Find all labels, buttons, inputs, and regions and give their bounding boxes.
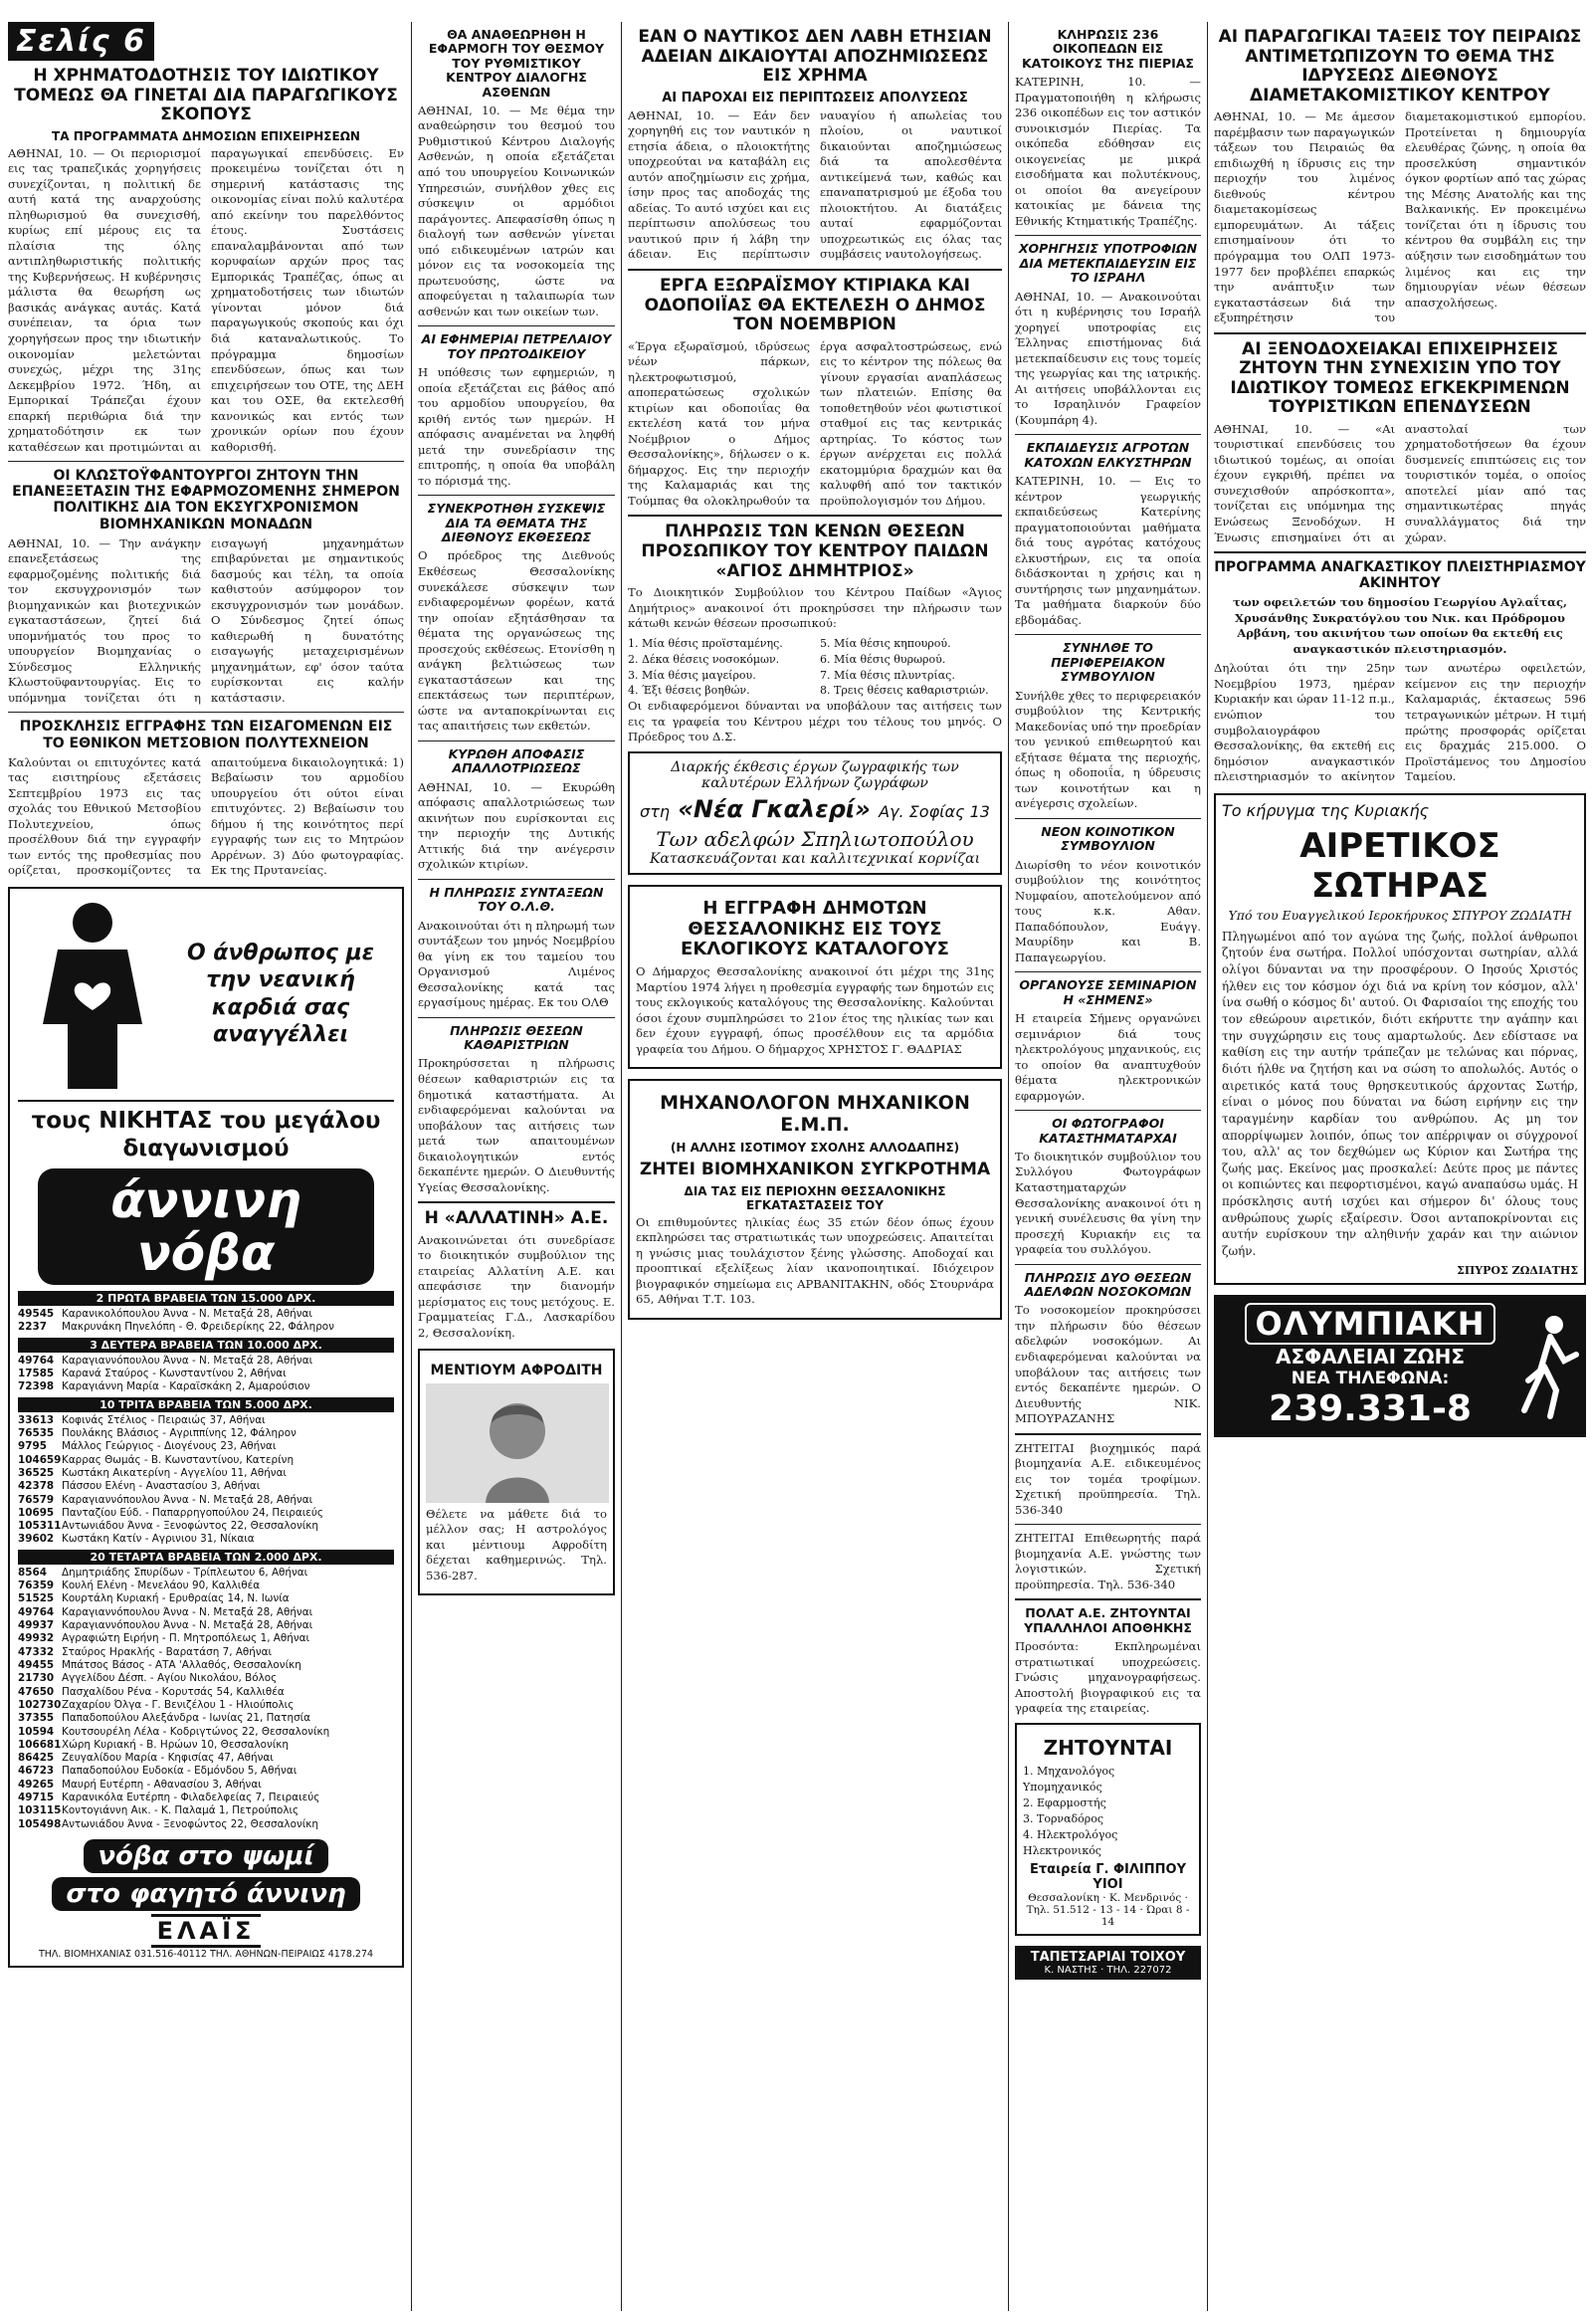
winner-row [18,1520,394,1533]
column-4 [1015,22,1201,1980]
winner-row [18,1427,394,1440]
ad-company: Εταιρεία Γ. ΦΙΛΙΠΠΟΥ ΥΙΟΙ [1030,1862,1186,1893]
sermon-title: ΑΙΡΕΤΙΚΟΣ ΣΩΤΗΡΑΣ [1299,825,1500,906]
winner-name: Παπαδοπούλου Ευδοκία - Εδμόνδου 5, Αθήναι [62,1765,298,1778]
headline-expropriation: ΚΥΡΩΘΗ ΑΠΟΦΑΣΙΣ ΑΠΑΛΛΟΤΡΙΩΣΕΩΣ [448,745,585,776]
winner-row [18,1646,394,1659]
headline-nurses: ΠΛΗΡΩΣΙΣ ΔΥΟ ΘΕΣΕΩΝ ΑΔΕΛΦΩΝ ΝΟΣΟΚΟΜΩΝ [1024,1269,1192,1300]
winner-row [18,1779,394,1792]
headline-sailors-leave: ΕΑΝ Ο ΝΑΥΤΙΚΟΣ ΔΕΝ ΛΑΒΗ ΕΤΗΣΙΑΝ ΑΔΕΙΑΝ ΔΙΚΑΙΟΥΤΑΙ ΑΠΟΖΗΜΙΩΣΕΩΣ ΕΙΣ ΧΡΗΜΑ [638,27,992,87]
ad-title: ΖΗΤΟΥΝΤΑΙ [1043,1735,1173,1760]
winner-row [18,1480,394,1493]
headline-voter-registration: Η ΕΓΓΡΑΦΗ ΔΗΜΟΤΩΝ ΘΕΣΣΑΛΟΝΙΚΗΣ ΕΙΣ ΤΟΥΣ ΕΚΛΟΓΙΚΟΥΣ ΚΑΤΑΛΟΓΟΥΣ [681,898,949,960]
article-body: Ανακοινώνεται ότι συνεδρίασε το διοικητικόν συμβούλιον της εταιρείας Αλλατίνη Α.Ε. και απεφάσισε την διανομήν μερίσματος εις τους μετόχους. Ε. Γραμματείας Γ.Δ., Λασκαρίδου 2, Θεσσαλονίκη. [418,1232,615,1340]
article-body: Το νοσοκομείον προκηρύσσει την πλήρωσιν δύο θέσεων αδελφών νοσοκόμων. Αι ενδιαφερόμεναι καλούνται να υποβάλουν τας αιτήσεις των εντός δεκαπέντε ημερών. Ο Διευθυντής ΝΙΚ. ΜΠΟΥΡΑΖΑΝΗΣ [1015,1303,1201,1426]
winner-number: 103115 [18,1804,62,1817]
column-5 [1214,22,1586,1437]
winner-row [18,1355,394,1368]
article-body: ΑΘΗΝΑΙ, 10. — Οι περιορισμοί εις τας τραπεζικάς χορηγήσεις συνεχίζονται, η πολιτική δε αυτή κατά της αναρχούσης πληθωρισμού θα συνεχισθή, κυρίως επί μέρους εις τα πλαίσια της όλης αντιπληθωριστικής πολιτικής της Κυβερνήσεως. Η κυβέρνησις μάλιστα θα θεωρήση ως βασικάς ανάγκας αυτάς. Κατά συνέπειαν, τα όρια των χορηγήσεων προς την ιδιωτικήν οικονομίαν μελετώνται συνεχώς, μέχρι της 31ης Δεκεμβρίου 1972. Ήδη, αι Εμπορικαί Τράπεζαι έχουν επαρκή περιθώρια διά την χρηματοδότησιν εκ των καταθέσεων και προτιμώνται αι παραγωγικαί επενδύσεις. Εν προκειμένω τονίζεται ότι η σημερινή κατάστασις της οικονομίας είναι πολύ καλυτέρα από εκείνην του παρελθόντος έτους. Συστάσεις επαναλαμβάνονται από των κορυφαίων αρχών προς τας Εμπορικάς Τραπέζας, όπως αι χρηματοδοτήσεις των ιδιωτών γίνονται μόνον διά παραγωγικούς σκοπούς και όχι διά καταναλωτικούς. Το πρόγραμμα δημοσίων επενδύσεων, όπως και των επιχειρήσεων του ΟΤΕ, της ΔΕΗ και του ΟΣΕ, θα εκτελεσθή κανονικώς και εντός των χρονικών ορίων που έχουν καθορισθή. [8,145,404,454]
column-3 [628,22,1002,1320]
winner-number: 10594 [18,1725,55,1738]
winner-number: 42378 [18,1480,55,1493]
gallery-owner: Των αδελφών Σπηλιωτοπούλου [656,827,974,852]
article-body: ΑΘΗΝΑΙ, 10. — Την ανάγκην επανεξετάσεως της εφαρμοζομένης πολιτικής διά τον εκσυγχρονισμόν των βιομηχανικών και βιοτεχνικών εγκαταστάσεων, ζητεί διά υπομνήματός του προς το υπουργείον Βιομηχανίας ο Σύνδεσμος Ελληνικής Κλωστοϋφαντουργίας. Εις το υπόμνημα τονίζεται ότι η εισαγωγή μηχανημάτων επιβαρύνεται με σημαντικούς δασμούς και τέλη, τα οποία καθιστούν ασύμφορον τον εκσυγχρονισμόν των μονάδων. Ο Σύνδεσμος ζητεί όπως καθιερωθή η δυνατότης εισαγωγής μεταχειρισμένων μηχανημάτων, εφ' όσον ταύτα ευρίσκονται εις καλήν κατάστασιν. [8,535,404,705]
classified-inspector: ΖΗΤΕΙΤΑΙ Επιθεωρητής παρά βιομηχανία Α.Ε. γνώστης των λογιστικών. Σχετική προϋπηρεσία. Τηλ. 536-340 [1015,1531,1201,1591]
winner-row [18,1308,394,1321]
column-2 [418,22,615,1595]
headline-childrens-center: ΠΛΗΡΩΣΙΣ ΤΩΝ ΚΕΝΩΝ ΘΕΣΕΩΝ ΠΡΟΣΩΠΙΚΟΥ ΤΟΥ ΚΕΝΤΡΟΥ ΠΑΙΔΩΝ «ΑΓΙΟΣ ΔΗΜΗΤΡΙΟΣ» [641,522,989,581]
article-body: ΑΘΗΝΑΙ, 10. — Ανακοινούται ότι η κυβέρνησις του Ισραήλ χορηγεί υποτροφίας εις Έλληνας επιστήμονας διά μετεκπαίδευσιν εις τους τομείς της γεωργίας και της ιατρικής. Αι αιτήσεις υποβάλλονται εις το Ισραηλινόν Γραφείον (Κουμπάρη 4). [1015,289,1201,427]
winner-name: Καραγιαννόπουλου Άννα - Ν. Μεταξά 28, Αθήναι [62,1605,313,1618]
vacancy-item: 7. Μία θέσις πλυντρίας. [820,668,955,682]
winner-number: 86425 [18,1752,55,1765]
ad-title: ΜΕΝΤΙΟΥΜ ΑΦΡΟΔΙΤΗ [430,1363,603,1379]
page-number-masthead: Σελίς 6 [8,22,154,61]
heart-ad-text: Ο άνθρωπος με την νεανική καρδιά σας αναγγέλλει [186,940,375,1048]
ad-company: ΖΗΤΕΙ ΒΙΟΜΗΧΑΝΙΚΟΝ ΣΥΓΚΡΟΤΗΜΑ [639,1159,991,1179]
winner-row [18,1533,394,1546]
article-body: ΑΘΗΝΑΙ, 10. — Με θέμα την αναθεώρησιν του θεσμού του Ρυθμιστικού Κέντρου Διαλογής Ασθενών, η οποία εξετάζεται από του υπουργείου Κοινωνικών Υπηρεσιών, συνήλθον χθες εις σύσκεψιν οι αρμόδιοι παράγοντες. Απεφασίσθη όπως η διαλογή των ασθενών γίνεται υπό ειδικευμένων ιατρών και μόνον εις τα νοσοκομεία της πρωτευούσης, ώστε να αποφεύγεται η ταλαιπωρία των ασθενών και των οικείων των. [418,103,615,318]
winner-name: Καραγιαννόπουλου Άννα - Ν. Μεταξά 28, Αθήναι [62,1354,313,1367]
ad-body: Θέλετε να μάθετε διά το μέλλον σας; Η αστρολόγος και μέντιουμ Αφροδίτη δέχεται καθημερινώς. Τηλ. 536-287. [426,1506,607,1583]
ad-subtitle: (Η ΑΛΛΗΣ ΙΣΟΤΙΜΟΥ ΣΧΟΛΗΣ ΑΛΛΟΔΑΠΗΣ) [670,1140,960,1155]
winner-name: Ζευγαλίδου Μαρία - Κηφισίας 47, Αθήναι [62,1752,274,1765]
headline-allatini: Η «ΑΛΛΑΤΙΝΗ» Α.Ε. [424,1208,609,1229]
winners-list-second [18,1355,394,1394]
winner-row [18,1567,394,1580]
ad-body: Οι επιθυμούντες ηλικίας έως 35 ετών δέον όπως έχουν εκπληρώσει τας στρατιωτικάς των υποχρεώσεις. Απαιτείται η γνώσις μιας τουλάχιστον ξένης γλώσσης. Αποδοχαί και προοπτικαί εξελίξεως λίαν ικανοποιητικαί. Ιδιόχειρον βιογραφικόν σημείωμα εις ΑΡΒΑΝΙΤΑΚΗΝ, οδός Στουρνάρα 65, Αθήναι Τ.Τ. 103. [636,1214,994,1307]
olympiaki-subtitle: ΑΣΦΑΛΕΙΑΙ ΖΩΗΣ [1276,1344,1465,1369]
gallery-address: Αγ. Σοφίας 13 [879,802,990,822]
gallery-prefix: στη [640,802,670,822]
winner-number: 46723 [18,1765,55,1778]
column-rule [1207,22,1208,2311]
headline-pensions: Η ΠΛΗΡΩΣΙΣ ΣΥΝΤΑΞΕΩΝ ΤΟΥ Ο.Λ.Θ. [429,884,604,915]
winner-row [18,1454,394,1467]
winner-number: 21730 [18,1672,55,1685]
winner-number: 47332 [18,1645,55,1658]
article-body: Το Διοικητικόν Συμβούλιον του Κέντρου Παίδων «Άγιος Δημήτριος» ανακοινοί ότι προκηρύσσει την πλήρωσιν των κάτωθι κενών θέσεων προσωπικού: [628,585,1002,631]
article-body: Οι ενδιαφερόμενοι δύνανται να υποβάλουν τας αιτήσεις των εις τα γραφεία του Κέντρου μέχρι του τέλους του μηνός. Ο Πρόεδρος του Δ.Σ. [628,699,1002,744]
prize-band-fourth: 20 ΤΕΤΑΡΤΑ ΒΡΑΒΕΙΑ ΤΩΝ 2.000 ΔΡΧ. [18,1550,394,1565]
winner-number: 105311 [18,1520,62,1533]
nea-gallery-ad [628,751,1002,875]
elais-logo: ΕΛΑΪΣ [151,1914,262,1948]
winner-name: Καρανικόλα Ευτέρπη - Φιλαδελφείας 7, Πειραιεύς [62,1792,320,1804]
article-body: ΑΘΗΝΑΙ, 10. — Εάν δεν χορηγηθή εις τον ναυτικόν η ετησία άδεια, ο πλοιοκτήτης υποχρεούται να καταβάλη εις αυτόν αποζημίωσιν εις χρήμα, ίσην προς τας αποδοχάς της αδείας. Το αυτό ισχύει και εις περίπτωσιν απολύσεως του ναυτικού πριν ή λάβη την άδειαν. Εις περίπτωσιν ναυαγίου ή απωλείας του πλοίου, οι ναυτικοί δικαιούνται αποζημιώσεως διά τα απολεσθέντα αντικείμενά των, καθώς και επαναπατρισμού με έξοδα του πλοιοκτήτου. Αι διατάξεις αυταί εφαρμόζονται υποχρεωτικώς εις όλας τας συμβάσεις ναυτολογήσεως. [628,107,1002,262]
winner-name: Πασχαλίδου Ρένα - Κορυτσάς 54, Καλλιθέα [62,1685,285,1698]
gallery-frames: Κατασκευάζονται και καλλιτεχνικαί κορνίζαι [649,851,981,868]
winner-name: Κουλή Ελένη - Μενελάου 90, Καλλιθέα [62,1580,261,1592]
winner-number: 49455 [18,1658,55,1671]
column-rule [411,22,412,2311]
winner-number: 39602 [18,1533,55,1546]
subheadline-dismissals: ΑΙ ΠΑΡΟΧΑΙ ΕΙΣ ΠΕΡΙΠΤΩΣΕΙΣ ΑΠΟΛΥΣΕΩΣ [662,90,968,106]
classified-polat-title: ΠΟΛΑΤ Α.Ε. ΖΗΤΟΥΝΤΑΙ ΥΠΑΛΛΗΛΟΙ ΑΠΟΘΗΚΗΣ [1024,1605,1192,1635]
headline-hotel-investments: ΑΙ ΞΕΝΟΔΟΧΕΙΑΚΑΙ ΕΠΙΧΕΙΡΗΣΕΙΣ ΖΗΤΟΥΝ ΤΗΝ ΣΥΝΕΧΙΣΙΝ ΥΠΟ ΤΟΥ ΙΔΙΩΤΙΚΟΥ ΤΟΜΕΩΣ ΕΓΚΕΚΡΙΜΕΝΩΝ ΤΟΥΡΙΣΤΙΚΩΝ ΕΠΕΝΔΥΣΕΩΝ [1230,338,1570,418]
winner-name: Κοντογιάννη Αικ. - Κ. Παλαμά 1, Πετρούπολις [62,1804,299,1817]
winner-row [18,1414,394,1427]
winner-number: 49764 [18,1354,55,1367]
winner-row [18,1804,394,1817]
winner-row [18,1752,394,1765]
winners-list-third [18,1414,394,1547]
anni-nova-advertisement [8,887,404,1968]
job-item: 4. Ηλεκτρολόγος Ηλεκτρονικός [1023,1827,1118,1857]
winner-row [18,1321,394,1334]
vacancy-item: 3. Μία θέσις μαγείρου. [628,668,756,682]
headline-patient-triage: ΘΑ ΑΝΑΘΕΩΡΗΘΗ Η ΕΦΑΡΜΟΓΗ ΤΟΥ ΘΕΣΜΟΥ ΤΟΥ ΡΥΘΜΙΣΤΙΚΟΥ ΚΕΝΤΡΟΥ ΔΙΑΛΟΓΗΣ ΑΣΘΕΝΩΝ [428,27,605,100]
article-body: Δηλούται ότι την 25ην Νοεμβρίου 1973, ημέραν Κυριακήν και ώραν 11-12 π.μ., ενώπιον του συμβολαιογράφου Θεσσαλονίκης, θα εκτεθή εις δημόσιον αναγκαστικόν πλειστηριασμόν το ακίνητον των ανωτέρω οφειλετών, κείμενον εις την περιοχήν Καλαμαριάς, έκτασεως 596 τετραγωνικών μέτρων. Η τιμή πρώτης προσφοράς ορίζεται εις δραχμάς 215.000. Ο Προϊστάμενος του Δημοσίου Ταμείου. [1214,661,1586,784]
winner-number: 33613 [18,1413,55,1426]
winner-row [18,1659,394,1672]
winner-name: Πανταζίου Εύδ. - Παπαρρηγοπούλου 24, Πειραιεύς [62,1506,323,1519]
article-body: Ο πρόεδρος της Διεθνούς Εκθέσεως Θεσσαλονίκης συνεκάλεσε σύσκεψιν των ενδιαφερομένων φορέων, κατά την οποίαν εξητάσθησαν τα θέματα της οργανώσεως της προσεχούς εκθέσεως. Ετονίσθη η ανάγκη βελτιώσεως των εγκαταστάσεων και της επεκτάσεως των περιπτέρων, ώστε να ανταποκρίνωνται εις τας απαιτήσεις των εκθετών. [418,548,615,734]
article-body: Η υπόθεσις των εφημεριών, η οποία εξετάζεται εις βάθος από του αρμοδίου υπουργείου, θα κριθή εντός των ημερών. Η απόφασις αναμένεται να ληφθή μετά την συνεδρίασιν της επιτροπής, η οποία θα υποβάλη το πόρισμά της. [418,365,615,488]
winner-name: Πουλάκης Βλάσιος - Αγριππίνης 12, Φάληρον [62,1426,297,1439]
headline-siemens-seminar: ΟΡΓΑΝΟΥΣΕ ΣΕΜΙΝΑΡΙΟΝ Η «ΣΗΜΕΝΣ» [1019,977,1197,1007]
voter-registration-notice [628,885,1002,1069]
auction-subtitle: των οφειλετών του δημοσίου Γεωργίου Αγλαΐτας, Χρυσάνθης Συκρατόγλου του Νικ. και Πρόδρομου Αρβάνη, του ακινήτου των οποίων θα εκτεθή εις αναγκαστικόν πλειστηριασμόν. [1232,595,1568,656]
column-1 [8,22,404,1968]
ad-location: ΔΙΑ ΤΑΣ ΕΙΣ ΠΕΡΙΟΧΗΝ ΘΕΣΣΑΛΟΝΙΚΗΣ ΕΓΚΑΤΑΣΤΑΣΕΙΣ ΤΟΥ [684,1183,946,1212]
wallpaper-address: Κ. ΝΑΣΤΗΣ · ΤΗΛ. 227072 [1044,1965,1172,1977]
article-body: ΑΘΗΝΑΙ, 10. — Με άμεσον παρέμβασιν των παραγωγικών τάξεων του Πειραιώς θα επιδιωχθή η ίδρυσις εις την περιοχήν του λιμένος διεθνούς κέντρου διαμετακομίσεως εμπορευμάτων. Αι τάξεις επισημαίνουν ότι το πρόγραμμα του ΟΛΠ 1973-1977 δεν προβλέπει επαρκώς την ανάπτυξιν των εγκαταστάσεων διά την εξυπηρέτησιν του διαμετακομιστικού εμπορίου. Προτείνεται η δημιουργία ελευθέρας ζώνης, η οποία θα προσελκύση σημαντικόν όγκον φορτίων από τας χώρας της Μέσης Ανατολής και της Βαλκανικής. Εν προκειμένω τονίζεται ότι η ίδρυσις του κέντρου θα συμβάλη εις την αύξησιν των εισοδημάτων του λιμένος και εις την δημιουργίαν νέων θέσεων απασχολήσεως. [1214,109,1586,325]
winner-row [18,1507,394,1520]
winner-number: 76535 [18,1426,55,1439]
job-item: 2. Εφαρμοστής [1023,1796,1106,1809]
winner-row [18,1632,394,1645]
article-body: Το διοικητικόν συμβούλιον του Συλλόγου Φωτογράφων Καταστηματαρχών Θεσσαλονίκης ανακοινοί ότι η γενική συνέλευσις θα γίνη την προσεχή Κυριακήν εις τα γραφεία του συλλόγου. [1015,1149,1201,1257]
winner-row [18,1619,394,1632]
headline-court-shifts: ΑΙ ΕΦΗΜΕΡΙΑΙ ΠΕΤΡΕΛΑΙΟΥ ΤΟΥ ΠΡΩΤΟΔΙΚΕΙΟΥ [421,331,612,361]
heart-figure-icon [18,895,167,1094]
aphrodite-statue-icon [426,1383,609,1503]
winner-number: 49764 [18,1605,55,1618]
winner-number: 36525 [18,1466,55,1479]
winner-name: Παπαδοπούλου Αλεξάνδρα - Ιωνίας 21, Πατησία [62,1712,311,1725]
wallpaper-title: ΤΑΠΕΤΣΑΡΙΑΙ ΤΟΙΧΟΥ [1030,1950,1186,1966]
winner-name: Αντωνιάδου Άννα - Ξενοφώντος 22, Θεσσαλονίκη [62,1817,318,1830]
winner-name: Κουρτάλη Κυριακή - Ερυθραίας 14, Ν. Ιωνία [62,1592,290,1605]
winner-row [18,1494,394,1507]
column-rule [621,22,622,2311]
winners-list-first [18,1308,394,1335]
winner-number: 49932 [18,1632,55,1645]
winner-number: 2237 [18,1321,47,1334]
winner-number: 49265 [18,1778,55,1791]
sermon-signature: ΣΠΥΡΟΣ ΖΩΔΙΑΤΗΣ [1457,1263,1578,1277]
gallery-name-line [636,795,994,823]
prize-band-third: 10 ΤΡΙΤΑ ΒΡΑΒΕΙΑ ΤΩΝ 5.000 ΔΡΧ. [18,1397,394,1412]
winner-row [18,1792,394,1804]
winner-number: 49715 [18,1792,55,1804]
article-body: Η εταιρεία Σήμενς οργανώνει σεμινάριον διά τους ηλεκτρολόγους μηχανικούς, εις το οποίον θα αναπτυχθούν θέματα ηλεκτρονικών εφαρμογών. [1015,1011,1201,1103]
olympiaki-name: ΟΛΥΜΠΙΑΚΗ [1245,1303,1494,1345]
headline-plots-lottery: ΚΛΗΡΩΣΙΣ 236 ΟΙΚΟΠΕΔΩΝ ΕΙΣ ΚΑΤΟΙΚΟΥΣ ΤΗΣ ΠΙΕΡΙΑΣ [1022,27,1194,71]
winner-number: 49937 [18,1619,55,1632]
article-body: ΚΑΤΕΡΙΝΗ, 10. — Πραγματοποιήθη η κλήρωσις 236 οικοπέδων εις τον αστικόν συνοικισμόν Πιερίας. Τα οικόπεδα εδόθησαν εις οικογενείας με μικρά εισοδήματα και πολυτέκνους, οι οποίοι θα ανεγείρουν κατοικίας με δάνεια της Εθνικής Κτηματικής Τραπέζης. [1015,75,1201,228]
winner-row [18,1380,394,1393]
winner-number: 17585 [18,1368,55,1380]
winner-name: Ζαχαρίου Όλγα - Γ. Βενιζέλου 1 - Ηλιούπολις [62,1698,295,1711]
winner-number: 104659 [18,1453,62,1466]
winner-row [18,1672,394,1685]
article-body: ΑΘΗΝΑΙ, 10. — Εκυρώθη απόφασις απαλλοτριώσεως των ακινήτων που ευρίσκονται εις την περιοχήν της Δυτικής Αττικής διά την ανέγερσιν σχολικών κτιρίων. [418,779,615,872]
job-item: 3. Τορναδόρος [1023,1811,1104,1825]
winner-name: Μάλλος Γεώργιος - Διογένους 23, Αθήναι [62,1440,277,1453]
slogan-food: στο φαγητό άννινη [52,1877,359,1911]
article-body: Καλούνται οι επιτυχόντες κατά τας εισιτηρίους εξετάσεις Σεπτεμβρίου 1973 εις τας σχολάς του Εθνικού Μετσοβίου Πολυτεχνείου, όπως προσέλθουν διά την εγγραφήν των εντός της προθεσμίας που ορίζεται, προσκομίζοντες τα απαιτούμενα δικαιολογητικά: 1) Βεβαίωσιν του αρμοδίου υπουργείου ότι ούτοι είναι επιτυχόντες. 2) Βεβαίωσιν του δήμου ή της κοινότητος περί εγγραφής των εις το Μητρώον Αρρένων. 3) Δύο φωτογραφίας. Εκ της Πρυτανείας. [8,754,404,878]
notice-body: Ο Δήμαρχος Θεσσαλονίκης ανακοινοί ότι μέχρι της 31ης Μαρτίου 1974 λήγει η προθεσμία εγγραφής των δημοτών εις τους εκλογικούς καταλόγους της Θεσσαλονίκης. Καλούνται όσοι έχουν συμπληρώσει το 21ον έτος της ηλικίας των και δεν έχουν εγγραφή, όπως προσέλθουν εις τα αρμόδια γραφεία του Δήμου. Ο δήμαρχος ΧΡΗΣΤΟΣ Γ. ΘΑΔΡΙΑΣ [636,964,994,1056]
olympiaki-phone: 239.331-8 [1269,1387,1472,1429]
article-body: Ανακοινούται ότι η πληρωμή των συντάξεων του μηνός Νοεμβρίου θα γίνη εκ του ταμείου του Οργανισμού Λιμένος Θεσσαλονίκης κατά τας εργασίμους ημέρας. Εκ του ΟΛΘ [418,918,615,1010]
filippou-job-ad [1015,1723,1201,1937]
winner-row [18,1592,394,1605]
article-body: ΚΑΤΕΡΙΝΗ, 10. — Εις το κέντρον γεωργικής εκπαιδεύσεως Κατερίνης πραγματοποιούνται μαθήματα διά τους αγρότας κατόχους ελκυστήρων, εις τα οποία διδάσκονται η χρήσις και η συντήρησις των μηχανημάτων. Τα μαθήματα διαρκούν δύο εβδομάδας. [1015,474,1201,627]
job-list [1023,1764,1193,1859]
winner-row [18,1606,394,1619]
winner-name: Σταύρος Ηρακλής - Βαρατάση 7, Αθήναι [62,1645,273,1658]
winner-name: Καραγιάννη Μαρία - Καραϊσκάκη 2, Αμαρούσιον [62,1380,310,1393]
winner-number: 8564 [18,1566,47,1579]
winner-number: 106681 [18,1738,62,1751]
headline-regional-council: ΣΥΝΗΛΘΕ ΤΟ ΠΕΡΙΦΕΡΕΙΑΚΟΝ ΣΥΜΒΟΥΛΙΟΝ [1051,640,1165,685]
olympiaki-phone-label: ΝΕΑ ΤΗΛΕΦΩΝΑ: [1291,1368,1450,1388]
winner-row [18,1726,394,1739]
winner-name: Αντωνιάδου Άννα - Ξενοφώντος 22, Θεσσαλονίκη [62,1520,318,1533]
winners-list-fourth [18,1567,394,1831]
winner-row [18,1686,394,1699]
article-body: Διωρίσθη το νέον κοινοτικόν συμβούλιον της κοινότητος Νυμφαίου, αποτελούμενον από τους κ.κ. Αθαν. Παπαδόπουλον, Ευάγγ. Μαυρίδην και Β. Παπαγεωργίου. [1015,857,1201,964]
vacancy-item: 5. Μία θέσις κηπουρού. [820,636,951,650]
winner-name: Καρρας Θωμάς - Β. Κωνσταντίνου, Κατερίνη [62,1453,295,1466]
engineer-job-ad [628,1079,1002,1319]
headline-photographers: ΟΙ ΦΩΤΟΓΡΑΦΟΙ ΚΑΤΑΣΤΗΜΑΤΑΡΧΑΙ [1039,1116,1177,1146]
runner-icon [1520,1311,1580,1420]
gallery-name: «Νέα Γκαλερί» [678,795,871,824]
medium-aphrodite-ad [418,1349,615,1595]
winner-number: 76359 [18,1580,55,1592]
vacancy-item: 2. Δέκα θέσεις νοσοκόμων. [628,652,780,666]
wallpaper-ad [1015,1946,1201,1980]
winner-number: 10695 [18,1506,55,1519]
winner-row [18,1467,394,1480]
gallery-intro: Διαρκής έκθεσις έργων ζωγραφικής των καλυτέρων Ελλήνων ζωγράφων [671,759,959,792]
winner-name: Αγγελίδου Δέσπ. - Αγίου Νικολάου, Βόλος [62,1672,278,1685]
vacancy-item: 4. Έξι θέσεις βοηθών. [628,684,750,698]
winner-name: Δημητριάδης Σπυρίδων - Τρίπλεωτου 6, Αθήναι [62,1566,308,1579]
vacancy-item: 8. Τρεις θέσεις καθαριστριών. [820,684,989,698]
winner-name: Καρανικολόπουλου Άννα - Ν. Μεταξά 28, Αθήναι [62,1308,312,1321]
article-body: Προκηρύσσεται η πλήρωσις θέσεων καθαριστριών εις τα δημοτικά καταστήματα. Αι ενδιαφερόμεναι καλούνται να υποβάλουν τας αιτήσεις των μετά των απαιτουμένων δικαιολογητικών εντός δεκαπέντε ημερών. Ο Διευθυντής Υγείας Θεσσαλονίκης. [418,1056,615,1194]
headline-textile-industry: ΟΙ ΚΛΩΣΤΟΫΦΑΝΤΟΥΡΓΟΙ ΖΗΤΟΥΝ ΤΗΝ ΕΠΑΝΕΞΕΤΑΣΙΝ ΤΗΣ ΕΦΑΡΜΟΖΟΜΕΝΗΣ ΣΗΜΕΡΟΝ ΠΟΛΙΤΙΚΗΣ ΔΙΑ ΤΟΝ ΕΚΣΥΓΧΡΟΝΙΣΜΟΝ ΒΙΟΜΗΧΑΝΙΚΩΝ ΜΟΝΑΔΩΝ [12,468,400,532]
headline-cleaners: ΠΛΗΡΩΣΙΣ ΘΕΣΕΩΝ ΚΑΘΑΡΙΣΤΡΙΩΝ [450,1022,583,1053]
winner-name: Μπάτσος Βάσος - ΑΤΑ 'Αλλαθός, Θεσσαλονίκη [62,1658,301,1671]
winner-name: Κοφινάς Στέλιος - Πειραιώς 37, Αθήναι [62,1413,266,1426]
winner-row [18,1368,394,1380]
headline-community-council: ΝΕΟΝ ΚΟΙΝΟΤΙΚΟΝ ΣΥΜΒΟΥΛΙΟΝ [1041,823,1175,854]
headline-auction: ΠΡΟΓΡΑΜΜΑ ΑΝΑΓΚΑΣΤΙΚΟΥ ΠΛΕΙΣΤΗΡΙΑΣΜΟΥ ΑΚΙΝΗΤΟΥ [1214,559,1586,592]
article-body: Συνήλθε χθες το περιφερειακόν συμβούλιον της Κεντρικής Μακεδονίας υπό την προεδρίαν του γενικού επιθεωρητού και εξήτασε θέματα της περιοχής, όπως η οδοποιΐα, η ύδρευσις των κοινοτήτων και η ανέγερσις σχολείων. [1015,688,1201,811]
sunday-sermon [1214,793,1586,1285]
winner-number: 72398 [18,1380,55,1393]
headline-polytechnic-registration: ΠΡΟΣΚΛΗΣΙΣ ΕΓΓΡΑΦΗΣ ΤΩΝ ΕΙΣΑΓΟΜΕΝΩΝ ΕΙΣ ΤΟ ΕΘΝΙΚΟΝ ΜΕΤΣΟΒΙΟΝ ΠΟΛΥΤΕΧΝΕΙΟΝ [19,719,393,751]
prize-band-second: 3 ΔΕΥΤΕΡΑ ΒΡΑΒΕΙΑ ΤΩΝ 10.000 ΔΡΧ. [18,1338,394,1353]
headline-tractor-training: ΕΚΠΑΙΔΕΥΣΙΣ ΑΓΡΟΤΩΝ ΚΑΤΟΧΩΝ ΕΛΚΥΣΤΗΡΩΝ [1024,440,1192,470]
sermon-body: Πληγωμένοι από τον αγώνα της ζωής, πολλοί άνθρωποι ζητούν ένα σωτήρα. Πολλοί υπόσχονται σωτηρίαν, αλλά ολίγοι δύνανται να την προσφέρουν. Ο Ιησούς Χριστός ήλθεν εις τον κόσμον όχι διά να κρίνη τον κόσμον, αλλ' ίνα σωθή ο κόσμος δι' αυτού. Οι Φαρισαίοι της εποχής του τον εθεώρουν αιρετικόν, διότι εκήρυττε την αγάπην και την συγχώρησιν εις τους αμαρτωλούς. Δεν εδίστασε να καθίση εις την αυτήν τράπεζαν με τελώνας και πόρνας, διότι ήλθε να ζητήση και να σώση το απολωλός. Αυτός ο αιρετικός κατά τους θρησκευτικούς άρχοντας Σωτήρ, είναι ο μόνος που δύναται να δώση ειρήνην εις την ταραγμένην καρδίαν του ανθρώπου. Ας μη τον απορρίψωμεν λοιπόν, όπως τον απέρριψαν οι σύγχρονοί του, αλλ' ας τον δεχθώμεν ως Κύριον και Σωτήρα της ζωής μας. Εκείνος μας προσκαλεί: Δεύτε προς με πάντες οι κοπιώντες και πεφορτισμένοι, καγώ αναπαύσω υμάς. Η πρόσκλησις αυτή ισχύει και σήμερον δι' όλους τους ανθρώπους χωρίς εξαίρεσιν. Όσοι ανταποκρίνονται εις αυτήν ευρίσκουν την αληθινήν χαράν και την αιώνιον ζωήν. [1222,929,1578,1259]
winner-number: 76579 [18,1493,55,1506]
ad-footer-phones: ΤΗΛ. ΒΙΟΜΗΧΑΝΙΑΣ 031.516-40112 ΤΗΛ. ΑΘΗΝΩΝ-ΠΕΙΡΑΙΩΣ 4178.274 [38,1949,374,1961]
article-body: «Έργα εξωραϊσμού, ιδρύσεως νέων πάρκων, ηλεκτροφωτισμού, αποπερατώσεως σχολικών κτιρίων και οδοποιΐας θα εκτελέση κατά τον μήνα Νοέμβριον ο Δήμος Θεσσαλονίκης», δήλωσεν ο κ. δήμαρχος. Εις την περιοχήν της Καλαμαριάς και της Τούμπας θα ολοκληρωθούν τα έργα ασφαλτοστρώσεως, ενώ εις το κέντρον της πόλεως θα γίνουν εργασίαι αναπλάσεως των πλατειών. Επίσης θα τοποθετηθούν νέοι φωτιστικοί σταθμοί εις τας κεντρικάς αρτηρίας. Το κόστος των έργων ανέρχεται εις πολλά εκατομμύρια δραχμών και θα καλυφθή από τον τακτικόν προϋπολογισμόν του Δήμου. [628,338,1002,508]
winner-row [18,1739,394,1752]
winner-name: Μαυρή Ευτέρπη - Αθανασίου 3, Αθήναι [62,1778,262,1791]
subheadline-public-programs: ΤΑ ΠΡΟΓΡΑΜΜΑΤΑ ΔΗΜΟΣΙΩΝ ΕΠΙΧΕΙΡΗΣΕΩΝ [52,128,360,143]
winner-name: Κωστάκη Αικατερίνη - Αγγελίου 11, Αθήναι [62,1466,287,1479]
article-body: ΑΘΗΝΑΙ, 10. — «Αι τουριστικαί επενδύσεις του ιδιωτικού τομέως, αι οποίαι έχουν εγκριθή, πρέπει να συνεχισθούν απρόσκοπτα», τονίζεται εις υπόμνημα της Ενώσεως Ξενοδόχων. Η Ένωσις επισημαίνει ότι αι αναστολαί των χρηματοδοτήσεων θα έχουν δυσμενείς επιπτώσεις εις τον τουριστικόν τομέα, ο οποίος αποτελεί μίαν από τας σημαντικωτέρας πηγάς συναλλάγματος διά την χώραν. [1214,421,1586,544]
winner-name: Μακρυνάκη Πηνελόπη - Θ. Φρειδερίκης 22, Φάληρον [62,1321,334,1334]
winner-name: Πάσσου Ελένη - Αναστασίου 3, Αθήναι [62,1480,261,1493]
olympiaki-insurance-ad [1214,1295,1586,1437]
winner-row [18,1699,394,1712]
winner-row [18,1580,394,1592]
winner-name: Κουτσουρέλη Λέλα - Κοδριγτώνος 22, Θεσσαλονίκη [62,1725,330,1738]
winner-number: 37355 [18,1712,55,1725]
winner-row [18,1765,394,1778]
winner-number: 51525 [18,1592,55,1605]
vacancies-list [628,636,1002,700]
winner-name: Χώρη Κυριακή - Β. Ηρώων 10, Θεσσαλονίκη [62,1738,289,1751]
winner-row [18,1440,394,1453]
job-item: 1. Μηχανολόγος Υπομηχανικός [1023,1764,1115,1794]
winner-number: 47650 [18,1685,55,1698]
winner-name: Καραγιαννόπουλου Άννα - Ν. Μεταξά 28, Αθήναι [62,1619,313,1632]
winner-row [18,1818,394,1831]
winner-row [18,1712,394,1725]
headline-private-sector-financing: Η ΧΡΗΜΑΤΟΔΟΤΗΣΙΣ ΤΟΥ ΙΔΙΩΤΙΚΟΥ ΤΟΜΕΩΣ ΘΑ ΓΙΝΕΤΑΙ ΔΙΑ ΠΑΡΑΓΩΓΙΚΟΥΣ ΣΚΟΠΟΥΣ [14,66,398,125]
vacancy-item: 1. Μία θέσις προϊσταμένης. [628,636,783,650]
headline-israel-scholarships: ΧΟΡΗΓΗΣΙΣ ΥΠΟΤΡΟΦΙΩΝ ΔΙΑ ΜΕΤΕΚΠΑΙΔΕΥΣΙΝ ΕΙΣ ΤΟ ΙΣΡΑΗΛ [1018,241,1198,286]
ad-title: ΜΗΧΑΝΟΛΟΓΟΝ ΜΗΧΑΝΙΚΟΝ Ε.Μ.Π. [660,1092,970,1137]
column-rule [1008,22,1009,2311]
prize-band-first: 2 ΠΡΩΤΑ ΒΡΑΒΕΙΑ ΤΩΝ 15.000 ΔΡΧ. [18,1291,394,1306]
headline-fair-meeting: ΣΥΝΕΚΡΟΤΗΘΗ ΣΥΣΚΕΨΙΣ ΔΙΑ ΤΑ ΘΕΜΑΤΑ ΤΗΣ ΔΙΕΘΝΟΥΣ ΕΚΘΕΣΕΩΣ [427,501,606,545]
winner-number: 102730 [18,1698,62,1711]
winner-name: Κωστάκη Κατίν - Αγρινιου 31, Νίκαια [62,1533,255,1546]
sermon-kicker: Το κήρυγμα της Κυριακής [1222,800,1429,820]
winner-name: Καρανά Σταύρος - Κωνσταντίνου 2, Αθήναι [62,1368,287,1380]
headline-municipal-works: ΕΡΓΑ ΕΞΩΡΑΪΣΜΟΥ ΚΤΙΡΙΑΚΑ ΚΑΙ ΟΔΟΠΟΙΪΑΣ ΘΑ ΕΚΤΕΛΕΣΗ Ο ΔΗΜΟΣ ΤΟΝ ΝΟΕΜΒΡΙΟΝ [644,275,986,335]
winner-name: Αγραφιώτη Ειρήνη - Π. Μητροπόλεως 1, Αθήναι [62,1632,310,1645]
sermon-author: Υπό του Ευαγγελικού Ιεροκήρυκος ΣΠΥΡΟΥ ΖΩΔΙΑΤΗ [1228,907,1572,923]
winners-intro: τους ΝΙΚΗΤΑΣ του μεγάλου διαγωνισμού [31,1107,381,1162]
classified-polat-body: Προσόντα: Εκπληρωμέναι στρατιωτικαί υποχρεώσεις. Γνώσις μηχανογραφήσεως. Αποστολή βιογραφικού εις τα γραφεία της εταιρείας. [1015,1639,1201,1716]
winner-name: Καραγιαννόπουλου Άννα - Ν. Μεταξά 28, Αθήναι [62,1493,313,1506]
ad-address: Θεσσαλονίκη · Κ. Μενδρινός · Τηλ. 51.512 - 13 - 14 · Ώραι 8 - 14 [1026,1892,1190,1929]
headline-piraeus-transit-center: ΑΙ ΠΑΡΑΓΩΓΙΚΑΙ ΤΑΞΕΙΣ ΤΟΥ ΠΕΙΡΑΙΩΣ ΑΝΤΙΜΕΤΩΠΙΖΟΥΝ ΤΟ ΘΕΜΑ ΤΗΣ ΙΔΡΥΣΕΩΣ ΔΙΕΘΝΟΥΣ ΔΙΑΜΕΤΑΚΟΜΙΣΤΙΚΟΥ ΚΕΝΤΡΟΥ [1218,27,1582,106]
classified-biochemist: ΖΗΤΕΙΤΑΙ βιοχημικός παρά βιομηχανία Α.Ε. ειδικευμένος εις τον τομέα τροφίμων. Σχετική προϋπηρεσία. Τηλ. 536-340 [1015,1440,1201,1517]
slogan-bread: νόβα στο ψωμί [84,1839,327,1873]
winner-number: 105498 [18,1817,62,1830]
anni-nova-brand: άννινη νόβα [38,1168,374,1285]
winner-number: 9795 [18,1440,47,1453]
winner-number: 49545 [18,1308,55,1321]
vacancy-item: 6. Μία θέσις θυρωρού. [820,652,946,666]
